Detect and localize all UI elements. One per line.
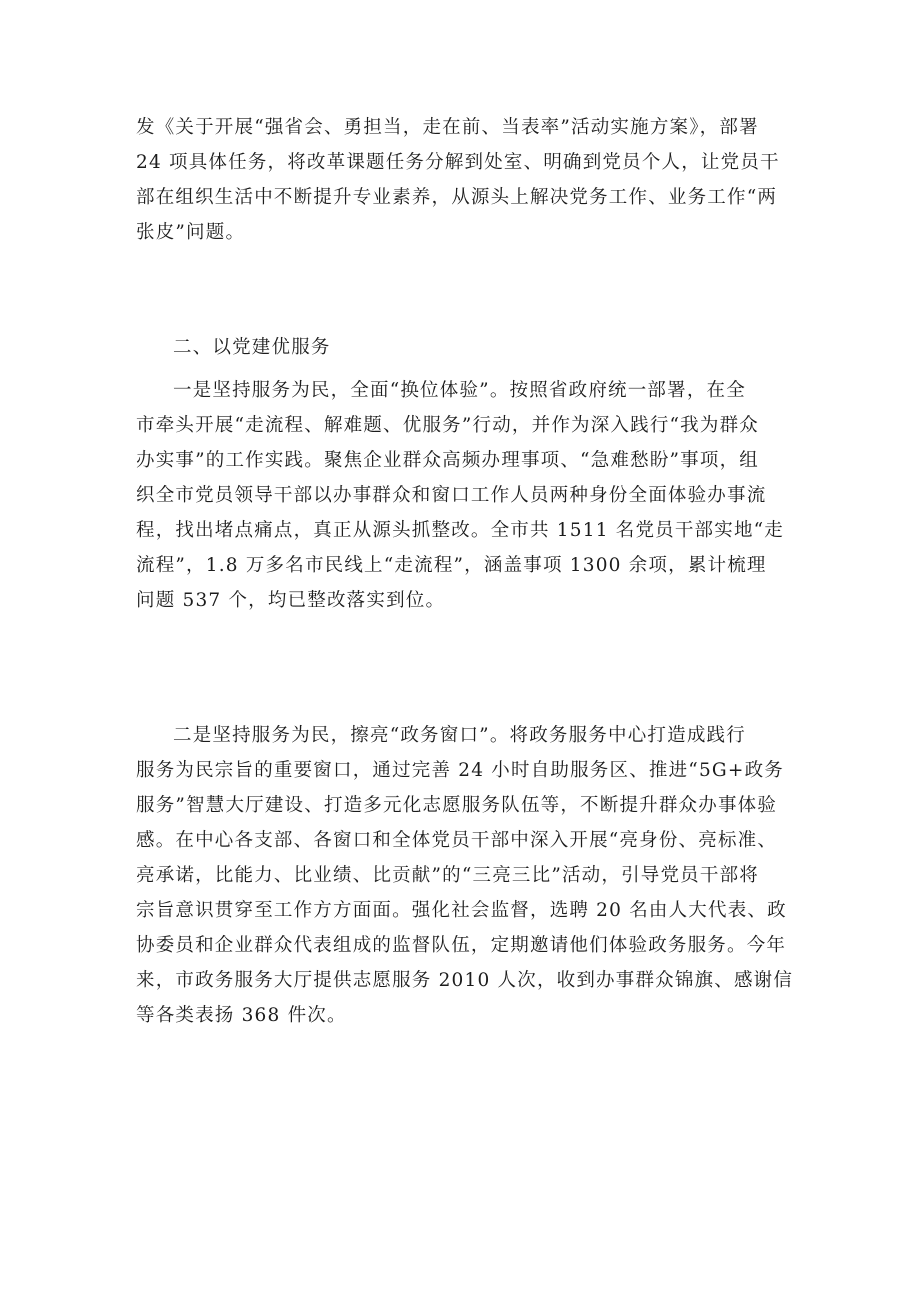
- paragraph-1: [136, 110, 796, 250]
- paragraph-line: 问题 537 个，均已整改落实到位。: [136, 590, 446, 611]
- paragraph-line: 来，市政务服务大厅提供志愿服务 2010 人次，收到办事群众锦旗、感谢信: [136, 970, 794, 991]
- paragraph-line: 办实事”的工作实践。聚焦企业群众高频办理事项、“急难愁盼”事项，组: [136, 450, 759, 471]
- paragraph-line: 协委员和企业群众代表组成的监督队伍，定期邀请他们体验政务服务。今年: [136, 935, 787, 956]
- paragraph-line: 张皮”问题。: [136, 222, 246, 243]
- section-heading-block: [136, 330, 796, 365]
- paragraph-line: 宗旨意识贯穿至工作方方面面。强化社会监督，选聘 20 名由人大代表、政: [136, 900, 787, 921]
- paragraph-line: 织全市党员领导干部以办事群众和窗口工作人员两种身份全面体验办事流: [136, 485, 767, 506]
- paragraph-2: [136, 373, 796, 618]
- paragraph-line: 一是坚持服务为民，全面“换位体验”。按照省政府统一部署，在全: [173, 380, 746, 401]
- paragraph-line: 市牵头开展“走流程、解难题、优服务”行动，并作为深入践行“我为群众: [136, 415, 759, 436]
- paragraph-line: 服务”智慧大厅建设、打造多元化志愿服务队伍等，不断提升群众办事体验: [136, 795, 778, 816]
- paragraph-line: 24 项具体任务，将改革课题任务分解到处室、明确到党员个人，让党员干: [136, 152, 780, 173]
- paragraph-line: 流程”，1.8 万多名市民线上“走流程”，涵盖事项 1300 余项，累计梳理: [136, 555, 767, 576]
- paragraph-line: 感。在中心各支部、各窗口和全体党员干部中深入开展“亮身份、亮标准、: [136, 830, 778, 851]
- section-heading: 二、以党建优服务: [173, 337, 331, 358]
- paragraph-line: 等各类表扬 368 件次。: [136, 1005, 347, 1026]
- paragraph-line: 亮承诺，比能力、比业绩、比贡献”的“三亮三比”活动，引导党员干部将: [136, 865, 759, 886]
- paragraph-line: 部在组织生活中不断提升专业素养，从源头上解决党务工作、业务工作“两: [136, 187, 778, 208]
- paragraph-line: 程，找出堵点痛点，真正从源头抓整改。全市共 1511 名党员干部实地“走: [136, 520, 785, 541]
- paragraph-line: 服务为民宗旨的重要窗口，通过完善 24 小时自助服务区、推进“5G+政务: [136, 760, 785, 781]
- paragraph-line: 发《关于开展“强省会、勇担当，走在前、当表率”活动实施方案》，部署: [136, 117, 759, 138]
- paragraph-3: [136, 718, 796, 1033]
- paragraph-line: 二是坚持服务为民，擦亮“政务窗口”。将政务服务中心打造成践行: [173, 725, 746, 746]
